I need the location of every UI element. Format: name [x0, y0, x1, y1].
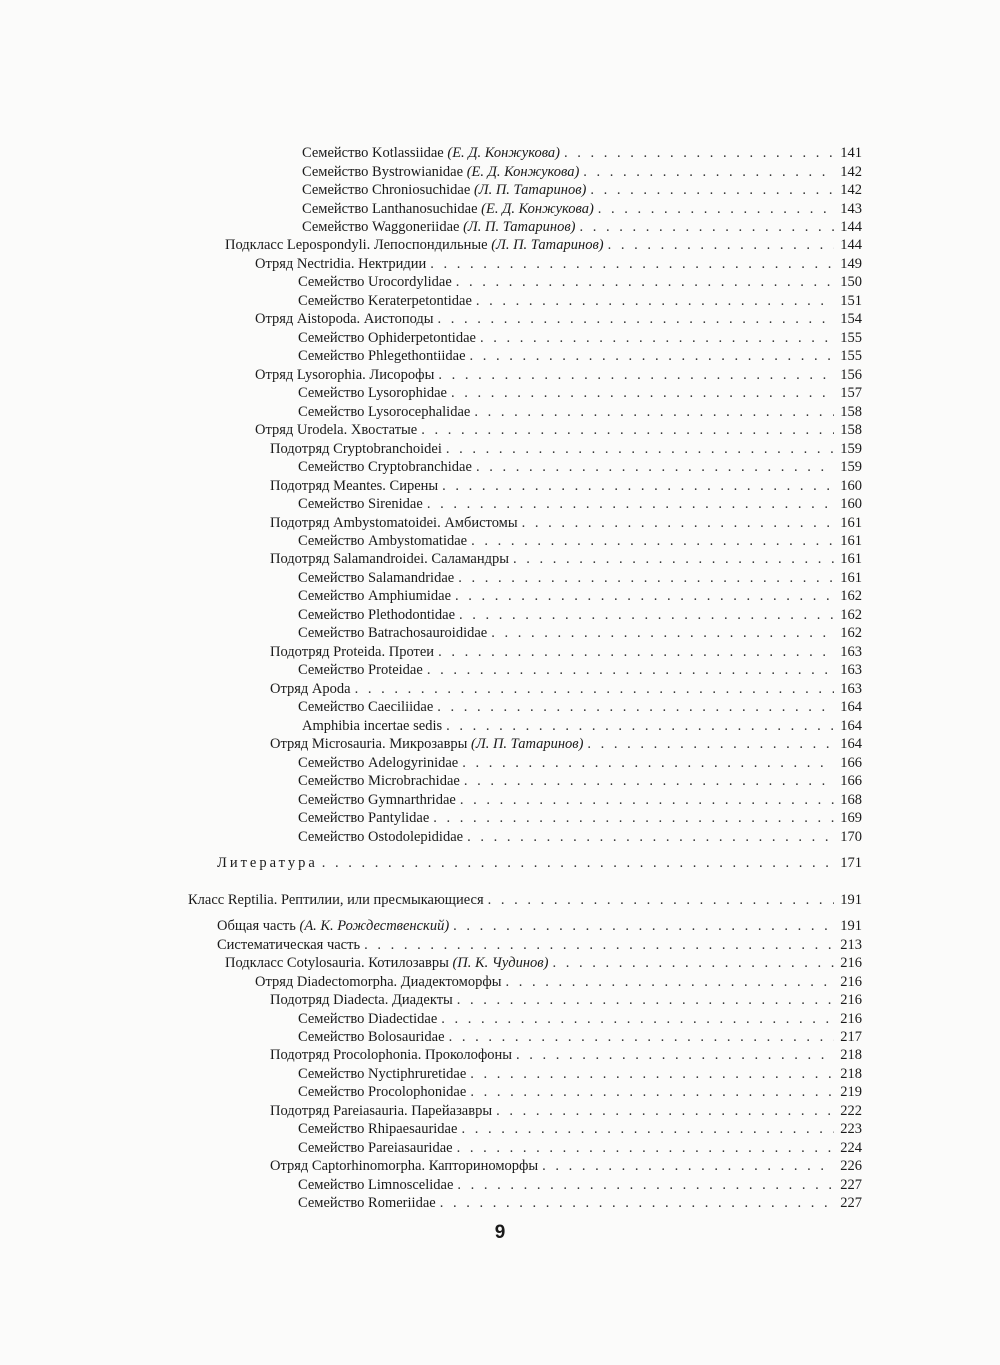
toc-entry-page: 157: [840, 385, 862, 401]
toc-entry[interactable]: [270, 991, 862, 1009]
toc-entry-text: Семейство Caeciliidae: [298, 699, 434, 715]
dot-leader: [579, 218, 834, 236]
dot-leader: [438, 366, 834, 384]
toc-entry-title: [298, 772, 460, 790]
dot-leader: [587, 735, 834, 753]
toc-entry-title: [298, 273, 452, 291]
dot-leader: [608, 236, 834, 254]
dot-leader: [476, 458, 834, 476]
toc-entry[interactable]: [255, 255, 862, 273]
toc-entry-title: [225, 954, 548, 972]
toc-entry-author: (Л. П. Татаринов): [471, 736, 584, 752]
toc-entry-text: Семейство Amphiumidae: [298, 588, 452, 604]
toc-entry[interactable]: [255, 366, 862, 384]
toc-entry[interactable]: [302, 163, 862, 181]
page-number: 9: [494, 1222, 506, 1243]
toc-entry-text: Класс Reptilia. Рептилии, или пресмыкающиеся: [188, 892, 484, 908]
toc-entry-text: Семейство Lysorocephalidae: [298, 404, 471, 420]
toc-entry-text: Подотряд Procolophonia. Проколофоны: [270, 1047, 512, 1063]
toc-entry-author: (А. К. Рождественский): [299, 918, 450, 934]
toc-entry[interactable]: [298, 606, 862, 624]
toc-entry[interactable]: [298, 403, 862, 421]
toc-entry-page: 142: [840, 182, 862, 198]
toc-entry-page: 227: [840, 1195, 862, 1211]
toc-entry-text: Семейство Salamandridae: [298, 570, 455, 586]
toc-entry-page: 213: [840, 937, 862, 953]
toc-entry[interactable]: [298, 569, 862, 587]
toc-entry-title: [255, 973, 501, 991]
toc-entry-page: 149: [840, 256, 862, 272]
toc-entry[interactable]: [217, 917, 862, 935]
toc-entry-page: 191: [840, 892, 862, 908]
dot-leader: [438, 643, 834, 661]
toc-entry-page: 163: [840, 662, 862, 678]
toc-entry-title: [298, 1065, 466, 1083]
toc-entry[interactable]: [298, 661, 862, 679]
dot-leader: [470, 1065, 834, 1083]
toc-entry-author: (Л. П. Татаринов): [491, 237, 604, 253]
dot-leader: [440, 1194, 834, 1212]
dot-leader: [442, 477, 834, 495]
toc-entry-page: 163: [840, 681, 862, 697]
dot-leader: [457, 1139, 834, 1157]
toc-entry-text: Семейство Pareiasauridae: [298, 1140, 453, 1156]
dot-leader: [513, 550, 834, 568]
dot-leader: [522, 514, 834, 532]
toc-entry-page: 223: [840, 1121, 862, 1137]
toc-entry[interactable]: [270, 643, 862, 661]
toc-entry-page: 191: [840, 918, 862, 934]
dot-leader: [427, 495, 834, 513]
toc-entry-title: [302, 163, 579, 181]
toc-entry-text: Подотряд Meantes. Сирены: [270, 478, 439, 494]
toc-entry-title: [298, 1194, 436, 1212]
toc-entry-title: [302, 181, 586, 199]
toc-entry[interactable]: [302, 144, 862, 162]
toc-entry-page: 162: [840, 588, 862, 604]
dot-leader: [470, 347, 834, 365]
toc-entry-title: [298, 1010, 437, 1028]
toc-entry-page: 169: [840, 810, 862, 826]
toc-entry-page: 227: [840, 1177, 862, 1193]
toc-entry[interactable]: [225, 954, 862, 972]
toc-entry-title: [298, 292, 472, 310]
toc-entry-page: 158: [840, 404, 862, 420]
toc-entry-title: [298, 698, 433, 716]
toc-entry-title: [255, 366, 434, 384]
dot-leader: [462, 754, 834, 772]
toc-entry-text: Отряд Captorhinomorpha. Капториноморфы: [270, 1158, 539, 1174]
toc-entry-title: [270, 643, 434, 661]
toc-entry-text: Семейство Bystrowianidae: [302, 164, 467, 180]
toc-entry-title: [270, 1157, 538, 1175]
toc-entry-page: 160: [840, 496, 862, 512]
dot-leader: [474, 403, 834, 421]
dot-leader: [590, 181, 834, 199]
toc-entry[interactable]: [270, 680, 862, 698]
toc-entry-page: 159: [840, 441, 862, 457]
toc-entry-page: 222: [840, 1103, 862, 1119]
toc-entry-title: [298, 532, 467, 550]
toc-entry-title: [270, 514, 518, 532]
toc-entry-page: 216: [840, 992, 862, 1008]
toc-entry-title: [302, 717, 442, 735]
toc-entry-page: 170: [840, 829, 862, 845]
dot-leader: [438, 310, 834, 328]
toc-entry-title: [270, 477, 438, 495]
toc-entry-text: Семейство Adelogyrinidae: [298, 755, 459, 771]
toc-entry-page: 168: [840, 792, 862, 808]
toc-entry-page: 164: [840, 718, 862, 734]
toc-entry-page: 150: [840, 274, 862, 290]
toc-entry[interactable]: [270, 1102, 862, 1120]
dot-leader: [446, 717, 834, 735]
toc-entry[interactable]: [298, 1120, 862, 1138]
dot-leader: [460, 791, 834, 809]
toc-entry-page: 162: [840, 625, 862, 641]
dot-leader: [491, 624, 834, 642]
toc-entry-page: 166: [840, 773, 862, 789]
toc-entry[interactable]: [255, 973, 862, 991]
toc-entry-page: 219: [840, 1084, 862, 1100]
toc-entry-title: [298, 809, 429, 827]
toc-entry[interactable]: [270, 477, 862, 495]
toc-entry-text: Семейство Cryptobranchidae: [298, 459, 472, 475]
toc-entry-text: Систематическая часть: [217, 937, 361, 953]
toc-entry[interactable]: [298, 791, 862, 809]
toc-entry[interactable]: [298, 772, 862, 790]
toc-entry-title: [225, 236, 604, 254]
toc-entry[interactable]: [302, 200, 862, 218]
toc-entry[interactable]: [298, 347, 862, 365]
toc-entry-title: [255, 255, 426, 273]
dot-leader: [427, 661, 834, 679]
toc-entry-author: (Е. Д. Конжукова): [447, 145, 560, 161]
toc-entry-text: Семейство Microbrachidae: [298, 773, 460, 789]
dot-leader: [421, 421, 834, 439]
toc-entry[interactable]: [298, 754, 862, 772]
toc-entry-page: 161: [840, 515, 862, 531]
dot-leader: [496, 1102, 834, 1120]
toc-entry-author: (П. К. Чудинов): [452, 955, 549, 971]
toc-entry[interactable]: [188, 891, 862, 909]
dot-leader: [542, 1157, 834, 1175]
toc-entry-text: Amphibia incertae sedis: [302, 718, 443, 734]
toc-entry[interactable]: [298, 292, 862, 310]
toc-entry-page: 151: [840, 293, 862, 309]
toc-entry-text: Семейство Rhipaesauridae: [298, 1121, 458, 1137]
toc-entry-text: Подотряд Ambystomatoidei. Амбистомы: [270, 515, 518, 531]
toc-entry[interactable]: [270, 514, 862, 532]
toc-entry-title: [217, 936, 360, 954]
dot-leader: [456, 273, 834, 291]
toc-entry-page: 216: [840, 955, 862, 971]
toc-entry-text: Семейство Phlegethontiidae: [298, 348, 466, 364]
toc-entry[interactable]: [270, 735, 862, 753]
toc-entry-page: 164: [840, 699, 862, 715]
toc-entry[interactable]: [270, 1157, 862, 1175]
toc-entry-text: Подкласс Lepospondyli. Лепоспондильные: [225, 237, 492, 253]
toc-entry-title: [298, 384, 447, 402]
toc-entry-page: 159: [840, 459, 862, 475]
toc-entry-title: [298, 495, 423, 513]
toc-entry-page: 163: [840, 644, 862, 660]
toc-entry-text: Семейство Ostodolepididae: [298, 829, 464, 845]
toc-entry[interactable]: [298, 1139, 862, 1157]
toc-entry-page: 218: [840, 1047, 862, 1063]
dot-leader: [453, 917, 834, 935]
toc-entry-title: [298, 587, 451, 605]
toc-entry-text: Отряд Lysorophia. Лисорофы: [255, 367, 435, 383]
toc-entry[interactable]: [298, 458, 862, 476]
toc-entry-title: [298, 791, 456, 809]
toc-entry[interactable]: [270, 440, 862, 458]
toc-entry-text: Подотряд Cryptobranchoidei: [270, 441, 442, 457]
toc-entry-page: 164: [840, 736, 862, 752]
toc-entry-title: [217, 854, 318, 872]
toc-entry-page: 171: [840, 855, 862, 871]
toc-entry-author: (Л. П. Татаринов): [463, 219, 576, 235]
toc-entry[interactable]: [270, 550, 862, 568]
dot-leader: [598, 200, 834, 218]
toc-entry-text: Отряд Nectridia. Нектридии: [255, 256, 427, 272]
toc-entry-page: 166: [840, 755, 862, 771]
toc-entry[interactable]: [298, 624, 862, 642]
toc-entry[interactable]: [298, 587, 862, 605]
toc-entry-title: [302, 200, 594, 218]
toc-entry-title: [298, 624, 487, 642]
dot-leader: [437, 698, 834, 716]
toc-entry-text: Семейство Urocordylidae: [298, 274, 452, 290]
dot-leader: [461, 1120, 834, 1138]
toc-entry-text: Отряд Aistopoda. Аистоподы: [255, 311, 434, 327]
toc-entry-text: Подотряд Pareiasauria. Парейазавры: [270, 1103, 493, 1119]
toc-entry-text: Литература: [217, 855, 318, 871]
dot-leader: [446, 440, 834, 458]
toc-entry-text: Подотряд Salamandroidei. Саламандры: [270, 551, 509, 567]
toc-entry-text: Семейство Pantylidae: [298, 810, 430, 826]
toc-entry[interactable]: [298, 1083, 862, 1101]
toc-entry[interactable]: [217, 854, 862, 872]
toc-entry-page: 162: [840, 607, 862, 623]
toc-entry[interactable]: [298, 828, 862, 846]
toc-entry-text: Семейство Plethodontidae: [298, 607, 456, 623]
toc-entry-text: Общая часть: [217, 918, 300, 934]
toc-entry-text: Семейство Ophiderpetontidae: [298, 330, 476, 346]
toc-entry-title: [270, 991, 453, 1009]
toc-entry[interactable]: [298, 809, 862, 827]
dot-leader: [480, 329, 834, 347]
dot-leader: [455, 587, 834, 605]
toc-entry-title: [217, 917, 449, 935]
toc-entry[interactable]: [298, 1194, 862, 1212]
toc-entry[interactable]: [298, 1176, 862, 1194]
toc-entry-text: Семейство Gymnarthridae: [298, 792, 456, 808]
toc-entry-title: [298, 1120, 457, 1138]
toc-entry-text: Семейство Waggoneriidae: [302, 219, 464, 235]
toc-entry-page: 143: [840, 201, 862, 217]
toc-entry-text: Отряд Urodela. Хвостатые: [255, 422, 418, 438]
toc-entry-title: [298, 606, 455, 624]
toc-entry-title: [298, 661, 423, 679]
toc-entry-page: 217: [840, 1029, 862, 1045]
toc-entry-title: [298, 347, 466, 365]
toc-entry-page: 218: [840, 1066, 862, 1082]
toc-entry[interactable]: [298, 329, 862, 347]
toc-entry-page: 141: [840, 145, 862, 161]
dot-leader: [322, 854, 834, 872]
toc-entry-author: (Л. П. Татаринов): [473, 182, 587, 198]
toc-entry-title: [298, 1139, 453, 1157]
toc-entry-text: Семейство Romeriidae: [298, 1195, 436, 1211]
toc-entry-title: [270, 1046, 512, 1064]
toc-entry[interactable]: [270, 1046, 862, 1064]
dot-leader: [476, 292, 834, 310]
toc-entry-title: [270, 1102, 492, 1120]
toc-entry-text: Семейство Diadectidae: [298, 1011, 438, 1027]
toc-entry[interactable]: [302, 717, 862, 735]
toc-entry-title: [270, 735, 583, 753]
toc-entry-text: Семейство Lysorophidae: [298, 385, 447, 401]
toc-entry-page: 156: [840, 367, 862, 383]
toc-entry-page: 226: [840, 1158, 862, 1174]
toc-entry-title: [298, 1028, 445, 1046]
toc-entry-page: 216: [840, 1011, 862, 1027]
dot-leader: [459, 606, 834, 624]
toc-entry-text: Отряд Apoda: [270, 681, 351, 697]
toc-entry[interactable]: [298, 1028, 862, 1046]
toc-entry-title: [255, 310, 434, 328]
toc-entry-text: Подотряд Diadecta. Диадекты: [270, 992, 453, 1008]
toc-entry[interactable]: [298, 273, 862, 291]
toc-entry[interactable]: [302, 218, 862, 236]
toc-entry-text: Семейство Keraterpetontidae: [298, 293, 472, 309]
toc-entry[interactable]: [298, 1010, 862, 1028]
toc-entry-page: 216: [840, 974, 862, 990]
dot-leader: [470, 1083, 834, 1101]
toc-entry-text: Семейство Chroniosuchidae: [302, 182, 474, 198]
toc-entry-page: 155: [840, 330, 862, 346]
toc-entry-text: Семейство Ambystomatidae: [298, 533, 468, 549]
toc-entry-page: 144: [840, 237, 862, 253]
dot-leader: [488, 891, 834, 909]
toc-entry-title: [302, 218, 575, 236]
toc-entry-text: Семейство Batrachosauroididae: [298, 625, 488, 641]
toc-entry[interactable]: [255, 310, 862, 328]
toc-entry[interactable]: [298, 698, 862, 716]
toc-entry-title: [270, 680, 351, 698]
dot-leader: [464, 772, 834, 790]
toc-entry-text: Отряд Microsauria. Микрозавры: [270, 736, 472, 752]
toc-entry[interactable]: [302, 181, 862, 199]
dot-leader: [449, 1028, 834, 1046]
toc-entry-text: Отряд Diadectomorpha. Диадектоморфы: [255, 974, 502, 990]
dot-leader: [451, 384, 834, 402]
toc-entry-text: Подотряд Proteida. Протеи: [270, 644, 435, 660]
toc-entry-page: 144: [840, 219, 862, 235]
toc-entry-title: [270, 550, 509, 568]
toc-entry-author: (Е. Д. Конжукова): [481, 201, 594, 217]
toc-entry-page: 161: [840, 551, 862, 567]
toc-entry-title: [298, 828, 463, 846]
toc-entry-text: Семейство Procolophonidae: [298, 1084, 467, 1100]
toc-entry-text: Семейство Nyctiphruretidae: [298, 1066, 467, 1082]
toc-entry[interactable]: [217, 936, 862, 954]
toc-entry-text: Семейство Kotlassiidae: [302, 145, 448, 161]
dot-leader: [458, 569, 834, 587]
dot-leader: [505, 973, 834, 991]
toc-entry-title: [298, 754, 458, 772]
toc-entry-page: 161: [840, 533, 862, 549]
dot-leader: [467, 828, 834, 846]
dot-leader: [433, 809, 834, 827]
toc-entry-title: [255, 421, 417, 439]
dot-leader: [457, 991, 834, 1009]
toc-entry[interactable]: [225, 236, 862, 254]
toc-entry-page: 160: [840, 478, 862, 494]
toc-entry[interactable]: [298, 495, 862, 513]
dot-leader: [564, 144, 834, 162]
toc-entry[interactable]: [255, 421, 862, 439]
toc-entry-page: 158: [840, 422, 862, 438]
toc-entry-title: [298, 1083, 466, 1101]
toc-entry[interactable]: [298, 532, 862, 550]
dot-leader: [430, 255, 834, 273]
dot-leader: [457, 1176, 834, 1194]
toc-entry-page: 154: [840, 311, 862, 327]
dot-leader: [441, 1010, 834, 1028]
toc-entry[interactable]: [298, 384, 862, 402]
dot-leader: [471, 532, 834, 550]
toc-entry[interactable]: [298, 1065, 862, 1083]
dot-leader: [583, 163, 834, 181]
toc-entry-text: Семейство Limnoscelidae: [298, 1177, 454, 1193]
toc-entry-title: [298, 569, 454, 587]
toc-entry-author: (Е. Д. Конжукова): [466, 164, 580, 180]
toc-entry-title: [188, 891, 484, 909]
dot-leader: [552, 954, 834, 972]
dot-leader: [516, 1046, 834, 1064]
toc-entry-title: [298, 458, 472, 476]
toc-entry-text: Семейство Sirenidae: [298, 496, 423, 512]
toc-entry-page: 224: [840, 1140, 862, 1156]
dot-leader: [364, 936, 834, 954]
toc-entry-text: Семейство Lanthanosuchidae: [302, 201, 482, 217]
toc-entry-title: [302, 144, 560, 162]
toc-entry-page: 161: [840, 570, 862, 586]
toc-entry-page: 155: [840, 348, 862, 364]
toc-entry-title: [298, 329, 476, 347]
toc-entry-page: 142: [840, 164, 862, 180]
toc-entry-text: Подкласс Cotylosauria. Котилозавры: [225, 955, 453, 971]
toc-entry-text: Семейство Bolosauridae: [298, 1029, 445, 1045]
dot-leader: [355, 680, 834, 698]
toc-entry-title: [298, 403, 470, 421]
toc-entry-title: [298, 1176, 453, 1194]
toc-entry-text: Семейство Proteidae: [298, 662, 423, 678]
toc-entry-title: [270, 440, 442, 458]
